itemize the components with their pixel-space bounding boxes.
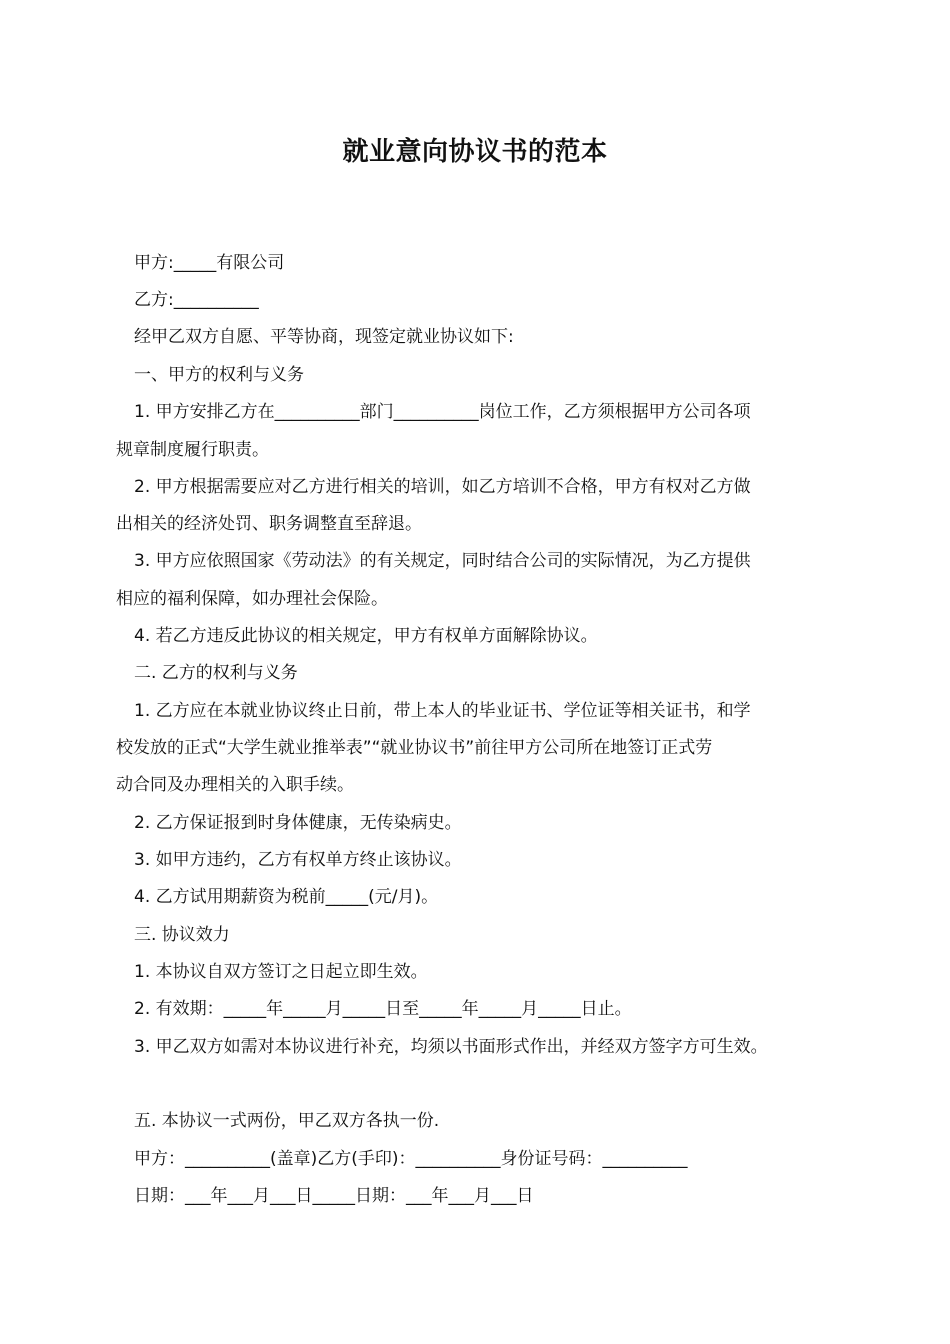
section-heading-2: 二. 乙方的权利与义务 xyxy=(134,663,298,683)
date-line: 日期：___年___月___日_____日期：___年___月___日 xyxy=(134,1186,534,1206)
clause-2-3: 3. 如甲方违约，乙方有权单方终止该协议。 xyxy=(134,850,462,870)
document-title: 就业意向协议书的范本 xyxy=(342,137,608,167)
clause-2-1: 1. 乙方应在本就业协议终止日前，带上本人的毕业证书、学位证等相关证书，和学 xyxy=(134,701,751,721)
clause-1-4: 4. 若乙方违反此协议的相关规定，甲方有权单方面解除协议。 xyxy=(134,626,598,646)
section-heading-1: 一、甲方的权利与义务 xyxy=(134,365,304,385)
clause-1-2-cont: 出相关的经济处罚、职务调整直至辞退。 xyxy=(116,514,422,534)
clause-3-2: 2. 有效期：_____年_____月_____日至_____年_____月_____日止。 xyxy=(134,999,632,1019)
clause-2-2: 2. 乙方保证报到时身体健康，无传染病史。 xyxy=(134,813,462,833)
section-heading-3: 三. 协议效力 xyxy=(134,925,230,945)
section-heading-5: 五. 本协议一式两份，甲乙双方各执一份. xyxy=(134,1111,440,1131)
clause-1-1-cont: 规章制度履行职责。 xyxy=(116,440,269,460)
clause-2-4: 4. 乙方试用期薪资为税前_____(元/月)。 xyxy=(134,887,439,907)
clause-2-1-cont-a: 校发放的正式“大学生就业推举表”“就业协议书”前往甲方公司所在地签订正式劳 xyxy=(116,738,713,758)
clause-2-1-cont-b: 动合同及办理相关的入职手续。 xyxy=(116,775,354,795)
signature-line: 甲方：__________(盖章)乙方(手印)：__________身份证号码：__________ xyxy=(134,1149,688,1169)
clause-3-3: 3. 甲乙双方如需对本协议进行补充，均须以书面形式作出，并经双方签字方可生效。 xyxy=(134,1037,768,1057)
party-b-line: 乙方:__________ xyxy=(134,290,259,310)
clause-1-1: 1. 甲方安排乙方在__________部门__________岗位工作，乙方须根据甲方公司各项 xyxy=(134,402,751,422)
intro-line: 经甲乙双方自愿、平等协商，现签定就业协议如下: xyxy=(134,327,514,347)
party-a-line: 甲方:_____有限公司 xyxy=(134,253,285,273)
clause-1-2: 2. 甲方根据需要应对乙方进行相关的培训，如乙方培训不合格，甲方有权对乙方做 xyxy=(134,477,751,497)
clause-3-1: 1. 本协议自双方签订之日起立即生效。 xyxy=(134,962,428,982)
clause-1-3-cont: 相应的福利保障，如办理社会保险。 xyxy=(116,589,388,609)
clause-1-3: 3. 甲方应依照国家《劳动法》的有关规定，同时结合公司的实际情况，为乙方提供 xyxy=(134,551,751,571)
